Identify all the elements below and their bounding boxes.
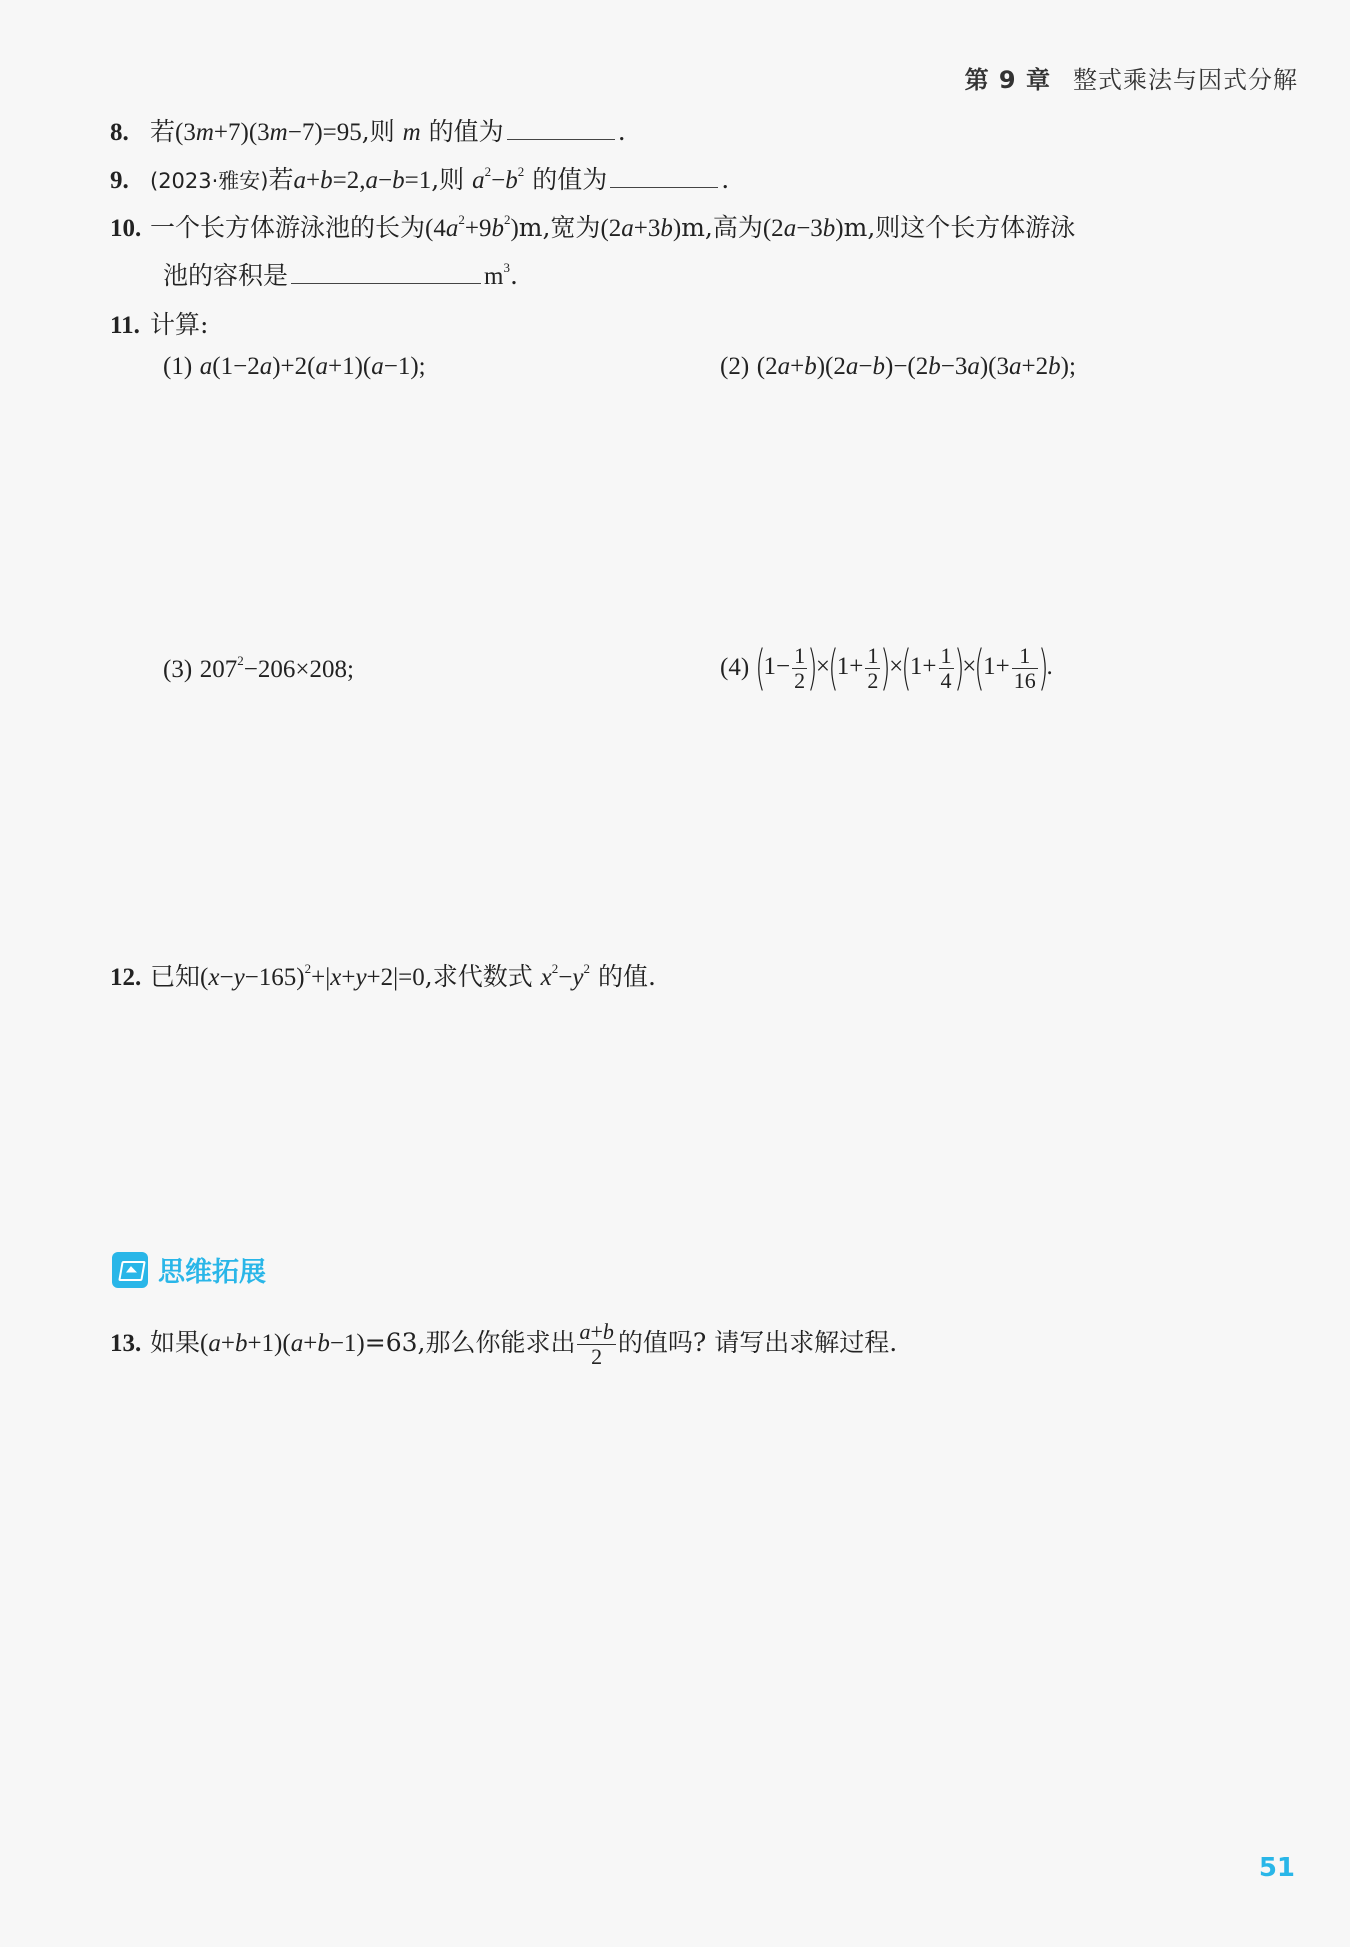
question-text: ,求代数式	[424, 962, 533, 991]
question-8	[110, 112, 626, 148]
chapter-title: 整式乘法与因式分解	[1073, 66, 1298, 94]
math-expression: a+b=2,a−b=1	[293, 167, 432, 194]
math-expression: (2a+b)(2a−b)−(2b−3a)(3a+2b);	[756, 353, 1076, 380]
question-source: (2023·雅安)	[150, 169, 269, 193]
question-text: ,则	[431, 165, 473, 194]
question-number: 12.	[110, 964, 142, 991]
question-12	[110, 957, 656, 993]
question-text: 一个长方体游泳池的长为	[150, 213, 426, 242]
part-label: (3)	[163, 656, 193, 683]
question-text: =63,那么你能求出	[364, 1328, 576, 1357]
question-number: 13.	[110, 1330, 142, 1357]
question-11-part-4	[720, 640, 1053, 696]
answer-blank[interactable]	[610, 165, 718, 188]
math-expression: (a+b+1)(a+b−1)	[200, 1330, 365, 1357]
question-10	[110, 208, 1075, 244]
section-title: 思维拓展	[158, 1257, 266, 1288]
math-expression: $207^2-206\times 208$;	[199, 653, 354, 683]
question-11-part-1	[163, 352, 426, 381]
question-text: 若	[150, 117, 176, 146]
part-label: (1)	[163, 353, 193, 380]
part-label: (2)	[720, 353, 750, 380]
section-heading	[112, 1250, 266, 1289]
question-text: 的值.	[597, 962, 656, 991]
question-number: 8.	[110, 119, 129, 146]
question-text: m,宽为	[518, 213, 601, 242]
answer-blank[interactable]	[291, 261, 481, 284]
math-expression: a(1−2a)+2(a+1)(a−1);	[199, 353, 426, 380]
fraction: $\frac{a+b}{2}$	[579, 1319, 614, 1369]
question-text: ,则 m	[361, 117, 421, 146]
math-expression: (3m+7)(3m−7)=95	[175, 119, 362, 146]
math-expression: $x^2-y^2$	[540, 961, 590, 991]
question-11-part-3	[163, 655, 354, 684]
question-text: 如果	[150, 1328, 201, 1357]
question-number: 10.	[110, 215, 142, 242]
answer-blank[interactable]	[507, 117, 615, 140]
question-number: 9.	[110, 167, 129, 194]
math-expression: $(4a^2+9b^2)$	[425, 212, 519, 242]
math-expression: $(x-y-165)^2+|x+y+2|=0$	[200, 961, 425, 991]
question-text: .	[617, 117, 626, 146]
question-text: m,则这个长方体游泳	[843, 213, 1076, 242]
thinking-extension-icon	[112, 1252, 148, 1288]
question-text: 的值吗? 请写出求解过程.	[617, 1328, 898, 1357]
question-text: 若	[268, 165, 294, 194]
question-text: 的值为	[428, 117, 504, 146]
math-expression: (2a+3b)	[600, 215, 682, 242]
math-expression: (2a−3b)	[762, 215, 844, 242]
unit: $m^3$	[484, 260, 510, 290]
question-10-line-2	[163, 256, 518, 292]
question-text: .	[509, 261, 518, 290]
page-number: 51	[1258, 1853, 1295, 1883]
question-text: 池的容积是	[163, 261, 289, 290]
math-expression: $a^2-b^2$	[472, 164, 525, 194]
question-number: 11.	[110, 312, 140, 339]
question-11-part-2	[720, 352, 1076, 381]
question-text: 计算:	[150, 310, 209, 339]
question-text: m,高为	[681, 213, 763, 242]
question-text: 的值为	[532, 165, 608, 194]
question-9: 9. (2023·雅安)若a+b=2,a−b=1,则 $a^2-b^2$ 的值为 .	[110, 164, 730, 194]
question-13	[110, 1320, 897, 1369]
math-expression: (1− $\frac{1}{2}$ )×(1+ $\frac{1}{2}$ )×(1+ $\frac{1}{4}$ )×(1+ $\frac{1}{16}$ ).	[755, 640, 1053, 696]
chapter-number: 第 9 章	[964, 66, 1051, 94]
part-label: (4)	[720, 654, 750, 681]
question-text: 已知	[150, 962, 201, 991]
chapter-header	[965, 60, 1298, 95]
question-11	[110, 305, 208, 341]
